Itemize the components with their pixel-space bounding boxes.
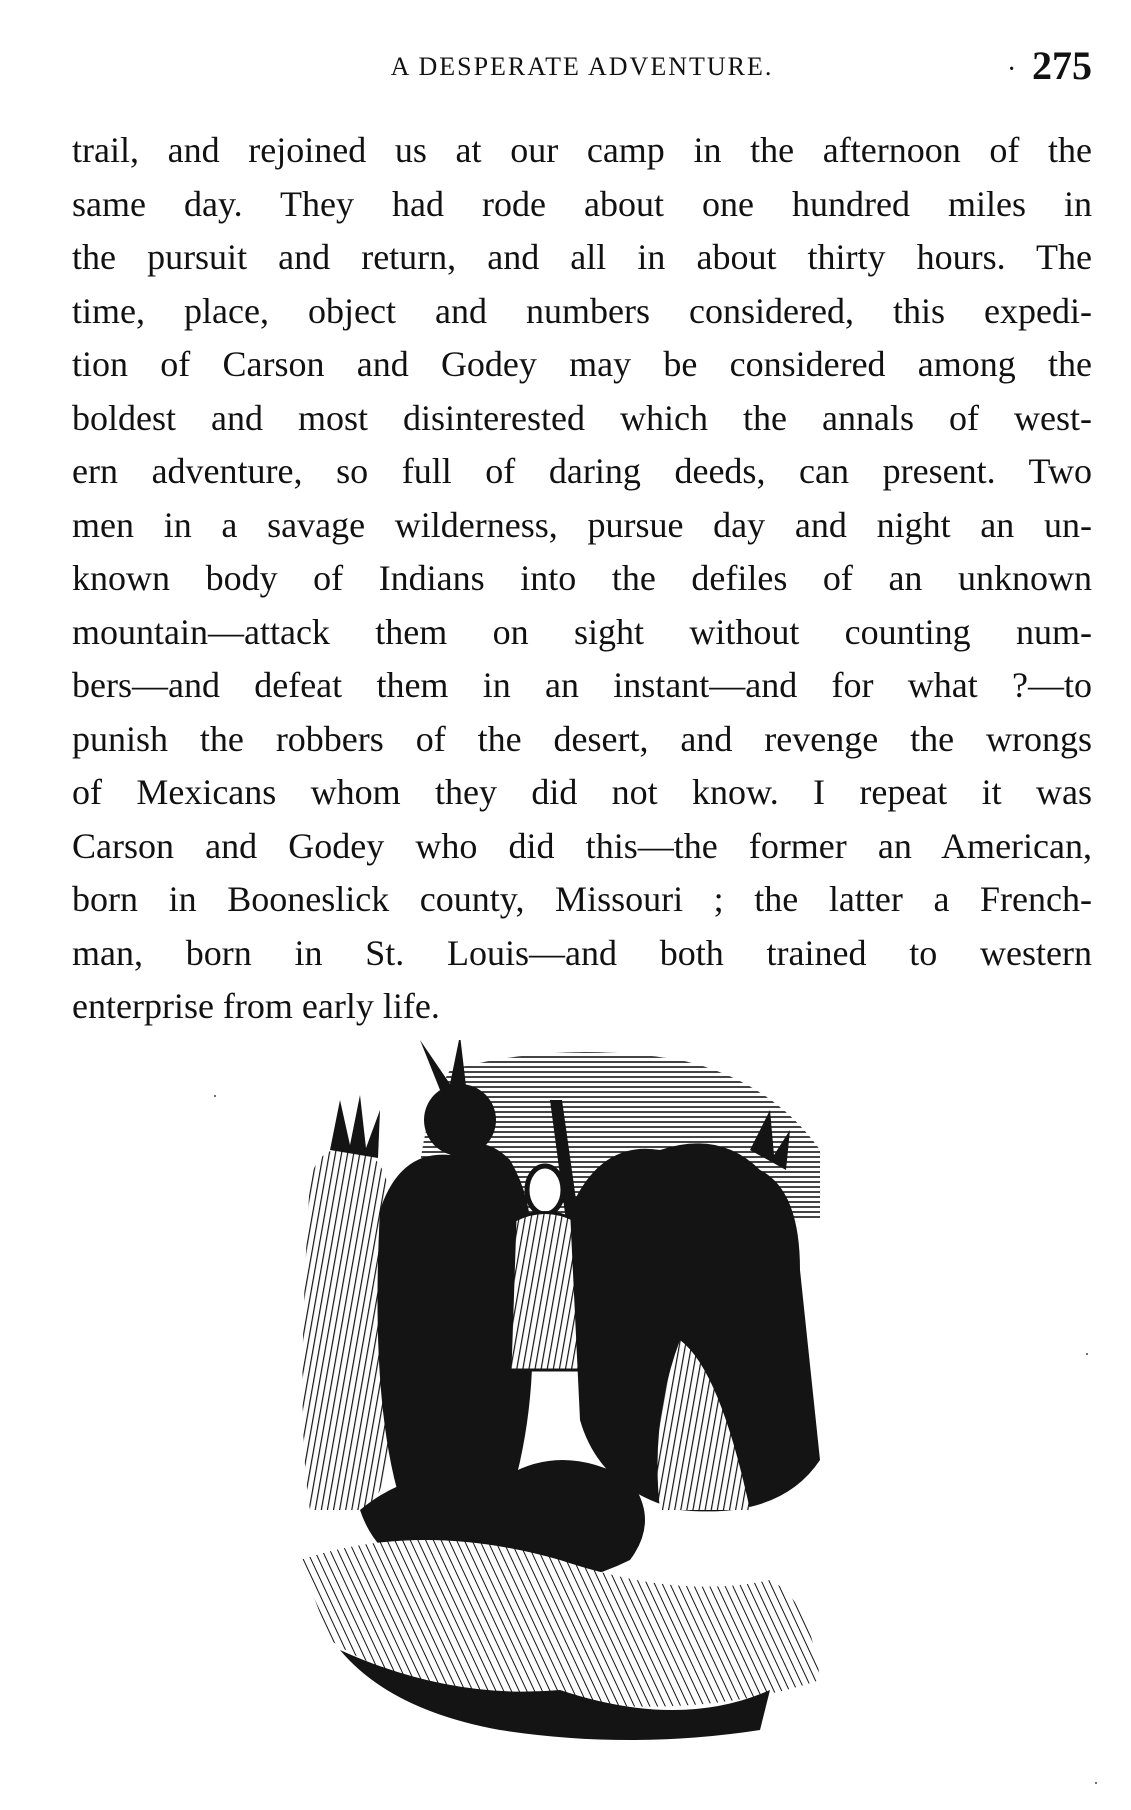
text-line: men in a savage wilderness, pursue day and night an un- <box>72 504 1092 545</box>
warrior-feathers <box>420 1040 466 1090</box>
text-line: bers—and defeat them in an instant—and for what ?—to <box>72 665 1092 705</box>
text-line: the pursuit and return, and all in about thirty hours. The <box>72 237 1092 277</box>
text-line: known body of Indians into the defiles of an unknown <box>72 558 1092 598</box>
paper-speck <box>1095 1782 1097 1784</box>
page-number: 275 <box>1032 43 1092 88</box>
text-line: born in Booneslick county, Missouri ; the latter a French- <box>72 879 1092 919</box>
text-line: punish the robbers of the desert, and revenge the wrongs <box>72 718 1092 759</box>
woodcut-illustration <box>300 1040 880 1740</box>
body-text <box>72 124 1092 1034</box>
header-separator: · <box>1007 54 1017 85</box>
text-line: Carson and Godey who did this—the former an American, <box>72 825 1092 866</box>
text-line: tion of Carson and Godey may be considered among the <box>72 344 1092 384</box>
text-line: ern adventure, so full of daring deeds, can present. Two <box>72 451 1092 491</box>
text-line: enterprise from early life. <box>72 986 440 1026</box>
text-line: of Mexicans whom they did not know. I repeat it was <box>72 772 1092 812</box>
text-line: trail, and rejoined us at our camp in the afternoon of the <box>72 130 1092 170</box>
text-line: time, place, object and numbers considered, this expedi- <box>72 290 1092 331</box>
paper-speck <box>1086 1353 1088 1355</box>
text-line: mountain—attack them on sight without counting num- <box>72 611 1092 652</box>
running-head <box>72 40 1092 90</box>
text-line: boldest and most disinterested which the annals of west- <box>72 397 1092 438</box>
captive-face <box>527 1166 563 1214</box>
text-line: same day. They had rode about one hundred miles in <box>72 183 1092 224</box>
text-line: man, born in St. Louis—and both trained to western <box>72 932 1092 973</box>
left-headdress <box>330 1095 380 1158</box>
paper-speck <box>214 1095 216 1097</box>
running-title: A DESPERATE ADVENTURE. <box>390 52 774 81</box>
warrior-head <box>424 1084 496 1156</box>
central-warrior <box>378 1144 533 1510</box>
